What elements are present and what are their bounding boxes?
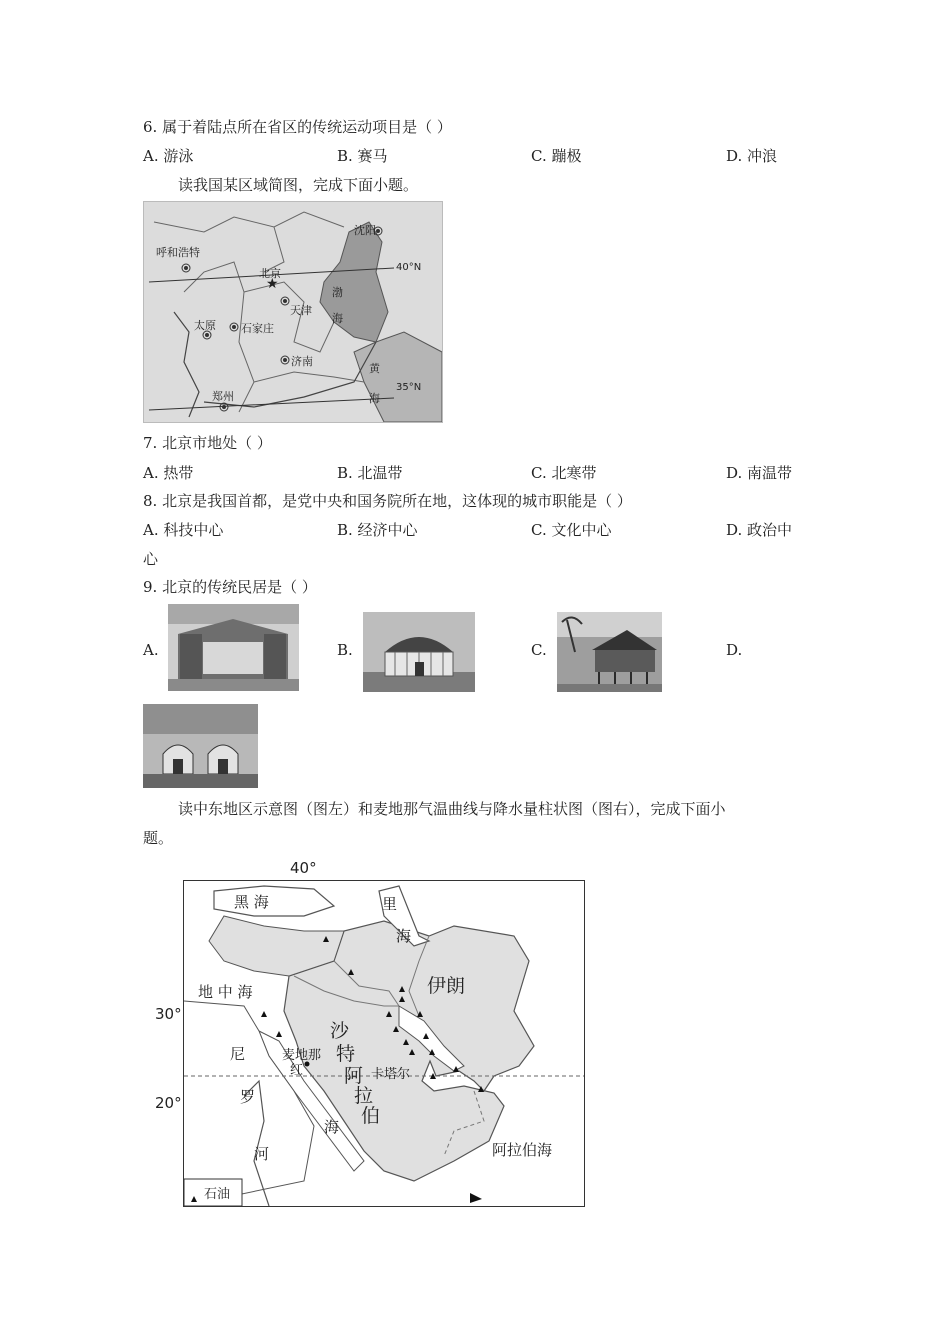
q6-option-d[interactable]: D. 冲浪 — [726, 147, 778, 165]
q8-option-b[interactable]: B. 经济中心 — [337, 521, 418, 539]
stilt-house-photo[interactable] — [557, 612, 662, 692]
q8-option-a[interactable]: A. 科技中心 — [143, 521, 224, 539]
label-red-sea-hai: 海 — [324, 1118, 340, 1136]
label-la: 拉 — [354, 1085, 374, 1107]
q9-option-c[interactable]: C. — [531, 641, 547, 659]
q8-option-d-wrap: 心 — [143, 550, 159, 568]
label-taiyuan: 太原 — [194, 319, 216, 332]
label-hai2: 海 — [369, 392, 380, 405]
q7-option-d[interactable]: D. 南温带 — [726, 464, 793, 482]
legend-oil: 石油 — [204, 1187, 231, 1202]
label-luo: 罗 — [240, 1088, 256, 1106]
label-li: 里 — [382, 895, 398, 913]
q8-option-d[interactable]: D. 政治中 — [726, 521, 793, 539]
question-8-stem: 8. 北京是我国首都，是党中央和国务院所在地，这体现的城市职能是（ ） — [143, 492, 632, 510]
label-iran: 伊朗 — [427, 975, 466, 997]
label-lat20: 20° — [155, 1094, 182, 1112]
q9-option-b[interactable]: B. — [337, 641, 353, 659]
intro-text-1: 读我国某区域简图，完成下面小题。 — [178, 176, 419, 194]
intro-text-2: 读中东地区示意图（图左）和麦地那气温曲线与降水量柱状图（图右），完成下面小 — [178, 800, 726, 818]
q8-option-c[interactable]: C. 文化中心 — [531, 521, 612, 539]
label-beijing: 北京 — [259, 267, 281, 280]
svg-text:★: ★ — [266, 276, 279, 292]
q7-option-c[interactable]: C. 北寒带 — [531, 464, 597, 482]
q6-option-b[interactable]: B. 赛马 — [337, 147, 388, 165]
label-te: 特 — [336, 1043, 356, 1065]
label-bo: 渤 — [332, 286, 343, 299]
q7-option-b[interactable]: B. 北温带 — [337, 464, 403, 482]
label-lat35: 35°N — [396, 382, 422, 393]
label-sha: 沙 — [330, 1020, 350, 1042]
north-china-map — [143, 201, 443, 423]
label-huang: 黄 — [369, 362, 380, 375]
label-hong: 红 — [290, 1063, 304, 1078]
label-jinan: 济南 — [291, 355, 313, 368]
middle-east-map — [183, 880, 585, 1207]
question-6-stem: 6. 属于着陆点所在省区的传统运动项目是（ ） — [143, 118, 452, 136]
label-tianjin: 天津 — [290, 304, 312, 317]
label-hohhot: 呼和浩特 — [156, 246, 200, 259]
label-medina: 麦地那 — [282, 1048, 322, 1063]
intro-text-2-wrap: 题。 — [143, 829, 174, 847]
q9-option-a[interactable]: A. — [143, 641, 159, 659]
label-shijiazhuang: 石家庄 — [241, 322, 274, 335]
label-he: 河 — [254, 1145, 270, 1163]
label-qatar: 卡塔尔 — [371, 1067, 411, 1082]
q6-option-c[interactable]: C. 蹦极 — [531, 147, 582, 165]
yurt-photo[interactable] — [363, 612, 475, 692]
label-bo: 伯 — [361, 1105, 381, 1127]
label-shenyang: 沈阳 — [354, 224, 376, 237]
question-7-stem: 7. 北京市地处（ ） — [143, 434, 272, 452]
siheyuan-photo[interactable] — [168, 604, 299, 691]
q6-option-a[interactable]: A. 游泳 — [143, 147, 194, 165]
label-zhengzhou: 郑州 — [212, 390, 234, 403]
label-black-sea: 黑 海 — [234, 893, 269, 911]
label-lat30: 30° — [155, 1005, 182, 1023]
label-caspian-hai: 海 — [396, 927, 412, 945]
label-a: 阿 — [344, 1065, 364, 1087]
q7-option-a[interactable]: A. 热带 — [143, 464, 194, 482]
label-arabian-sea: 阿拉伯海 — [492, 1141, 553, 1159]
label-mediterranean: 地 中 海 — [198, 983, 253, 1001]
cave-dwelling-photo[interactable] — [143, 704, 258, 788]
label-hai: 海 — [332, 312, 343, 325]
label-ni: 尼 — [230, 1045, 246, 1063]
label-lat40: 40°N — [396, 262, 422, 273]
question-9-stem: 9. 北京的传统民居是（ ） — [143, 578, 317, 596]
label-lon40: 40° — [290, 859, 317, 877]
q9-option-d[interactable]: D. — [726, 641, 743, 659]
